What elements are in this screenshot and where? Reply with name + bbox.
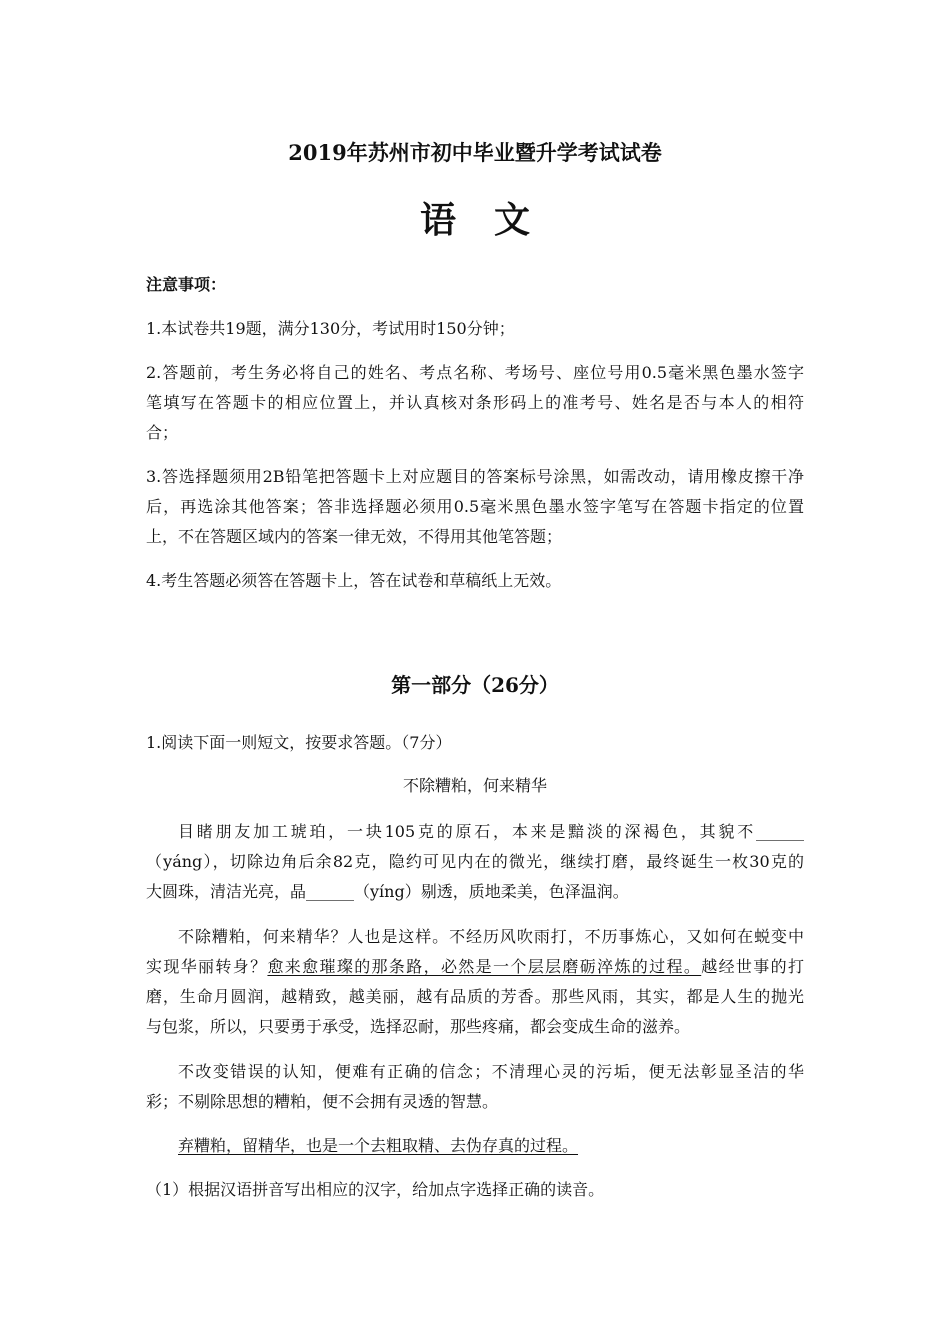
passage-line: 与包浆，所以，只要勇于承受，选择忍耐，那些疼痛，都会变成生命的滋养。 (146, 1017, 691, 1036)
passage-text: 越经世事的打 (701, 957, 804, 976)
note-line: 上，不在答题区域内的答案一律无效，不得用其他笔答题； (146, 527, 563, 546)
passage-line: 目睹朋友加工琥珀，一块105克的原石，本来是黯淡的深褐色，其貌不______ (178, 822, 804, 841)
section-title: 第一部分（26分） (391, 673, 559, 697)
exam-title: 2019年苏州市初中毕业暨升学考试试卷 (288, 140, 662, 165)
note-line: 笔填写在答题卡的相应位置上，并认真核对条形码上的准考号、姓名是否与本人的相符 (146, 393, 804, 412)
note-line: 1.本试卷共19题，满分130分，考试用时150分钟； (146, 319, 515, 338)
passage-line: 不改变错误的认知，便难有正确的信念；不清理心灵的污垢，便无法彰显圣洁的华 (178, 1062, 804, 1081)
passage-text: 实现华丽转身？ (146, 957, 268, 976)
note-line: 后，再选涂其他答案；答非选择题必须用0.5毫米黑色墨水签字笔写在答题卡指定的位置 (146, 497, 804, 516)
notes-heading: 注意事项： (146, 275, 227, 294)
sub-question-1: （1）根据汉语拼音写出相应的汉字，给加点字选择正确的读音。 (146, 1180, 605, 1199)
note-line: 2.答题前，考生务必将自己的姓名、考点名称、考场号、座位号用0.5毫米黑色墨水签字 (146, 363, 804, 382)
question-1: 1.阅读下面一则短文，按要求答题。（7分） (146, 733, 452, 752)
passage-line: 彩；不剔除思想的糟粕，便不会拥有灵透的智慧。 (146, 1092, 499, 1111)
underlined-sentence: 弃糟粕，留精华，也是一个去粗取精、去伪存真的过程。 (178, 1136, 579, 1155)
note-line: 3.答选择题须用2B铅笔把答题卡上对应题目的答案标号涂黑，如需改动，请用橡皮擦干净 (146, 467, 804, 486)
note-line: 合； (146, 423, 179, 442)
passage-line: 大圆珠，清洁光亮，晶______（yíng）剔透，质地柔美，色泽温润。 (146, 882, 629, 901)
note-line: 4.考生答题必须答在答题卡上，答在试卷和草稿纸上无效。 (146, 571, 562, 590)
passage-line: 磨，生命月圆润，越精致，越美丽，越有品质的芳香。那些风雨，其实，都是人生的抛光 (146, 987, 804, 1006)
subject-title: 语文 (419, 199, 568, 241)
underlined-sentence: 愈来愈璀璨的那条路，必然是一个层层磨砺淬炼的过程。 (267, 957, 702, 976)
passage-line-mixed (146, 957, 804, 977)
passage-line: （yáng），切除边角后余82克，隐约可见内在的微光，继续打磨，最终诞生一枚30克的 (146, 852, 804, 871)
passage-line: 不除糟粕，何来精华？人也是这样。不经历风吹雨打，不历事炼心，又如何在蜕变中 (178, 927, 804, 946)
passage-title: 不除糟粕，何来精华 (402, 776, 547, 795)
